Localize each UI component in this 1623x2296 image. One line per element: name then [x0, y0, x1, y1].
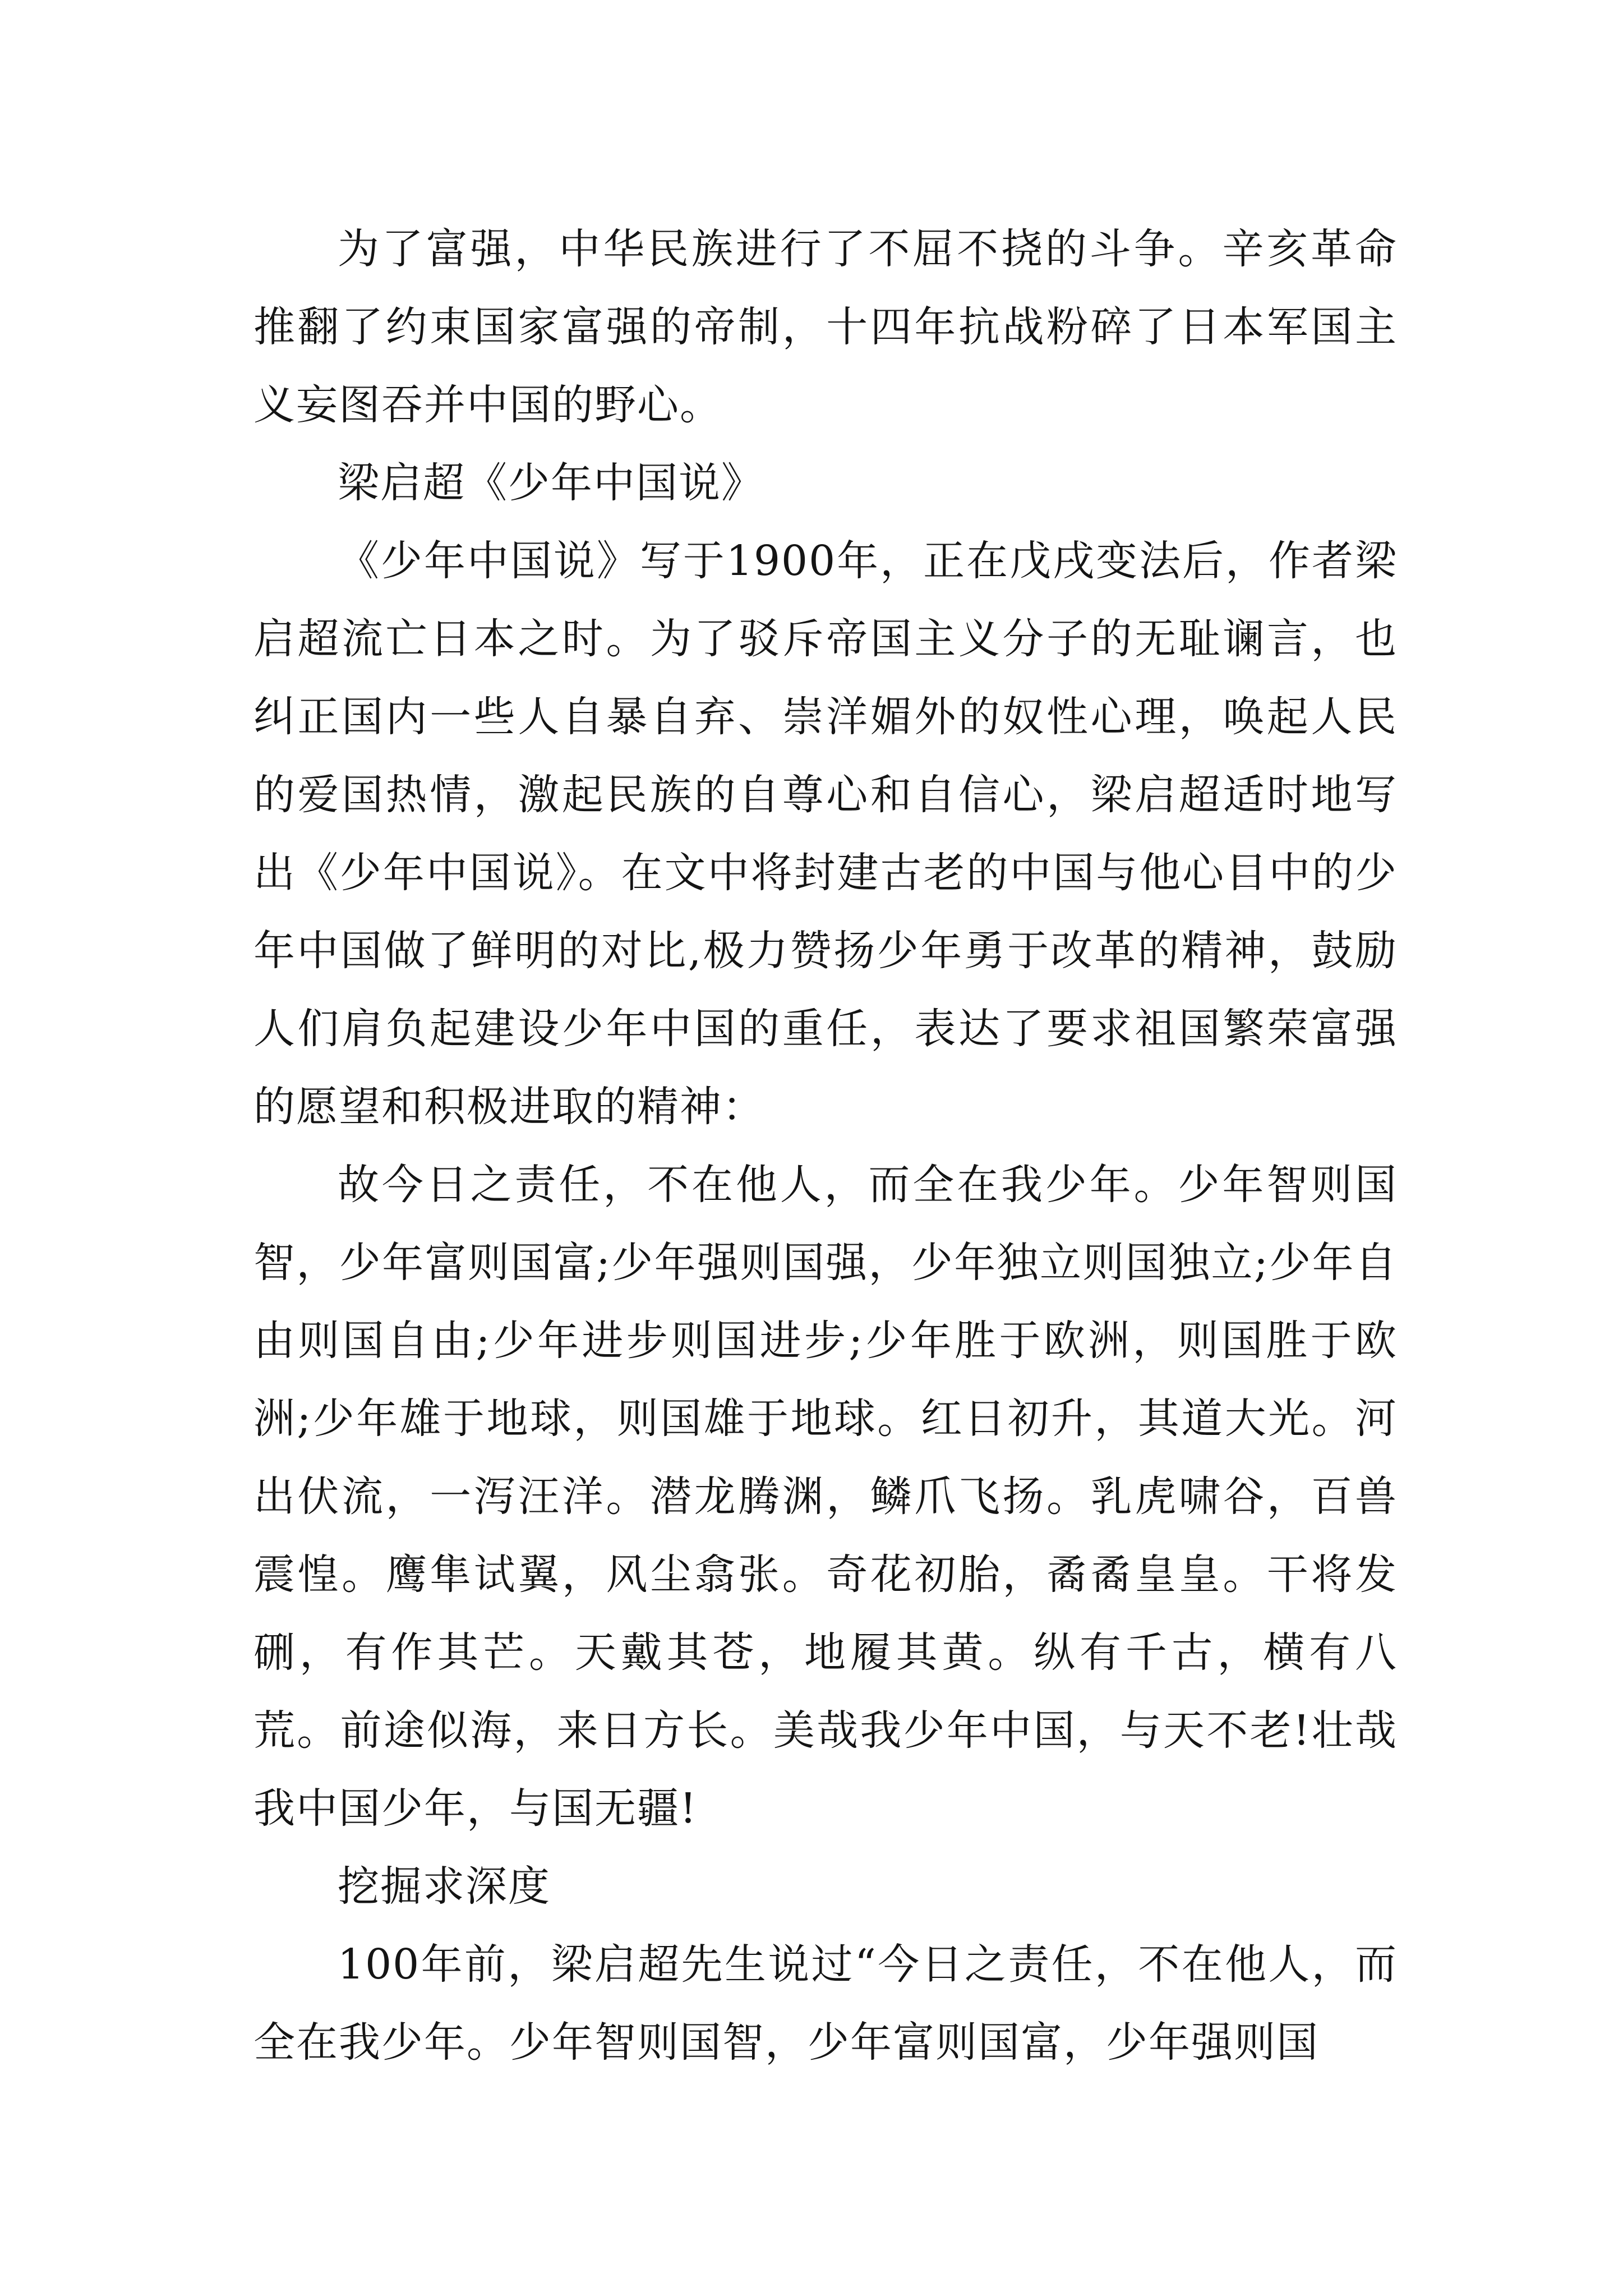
paragraph-1: 为了富强，中华民族进行了不屈不挠的斗争。辛亥革命推翻了约束国家富强的帝制，十四年抗战粉碎了日本军国主义妄图吞并中国的野心。	[253, 225, 1398, 429]
document-body	[253, 210, 1398, 2082]
quotation-paragraph: 故今日之责任，不在他人，而全在我少年。少年智则国智，少年富则国富;少年强则国强，少年独立则国独立;少年自由则国自由;少年进步则国进步;少年胜于欧洲，则国胜于欧洲;少年雄于地球，则国雄于地球。红日初升，其道大光。河出伏流，一泻汪洋。潜龙腾渊，鳞爪飞扬。乳虎啸谷，百兽震惶。鹰隼试翼，风尘翕张。奇花初胎，矞矞皇皇。干将发硎，有作其芒。天戴其苍，地履其黄。纵有千古，横有八荒。前途似海，来日方长。美哉我少年中国，与天不老!壮哉我中国少年，与国无疆!	[253, 1161, 1398, 1833]
section-heading-liang-qichao: 梁启超《少年中国说》	[338, 459, 764, 507]
section-heading-depth: 挖掘求深度	[338, 1862, 551, 1911]
paragraph-2: 《少年中国说》写于1900年，正在戊戌变法后，作者梁启超流亡日本之时。为了驳斥帝国主义分子的无耻谰言，也纠正国内一些人自暴自弃、崇洋媚外的奴性心理，唤起人民的爱国热情，激起民族的自尊心和自信心，梁启超适时地写出《少年中国说》。在文中将封建古老的中国与他心目中的少年中国做了鲜明的对比,极力赞扬少年勇于改革的精神，鼓励人们肩负起建设少年中国的重任，表达了要求祖国繁荣富强的愿望和积极进取的精神：	[253, 537, 1398, 1131]
paragraph-3: 100年前，梁启超先生说过“今日之责任，不在他人，而全在我少年。少年智则国智，少年富则国富，少年强则国	[253, 1940, 1398, 2067]
